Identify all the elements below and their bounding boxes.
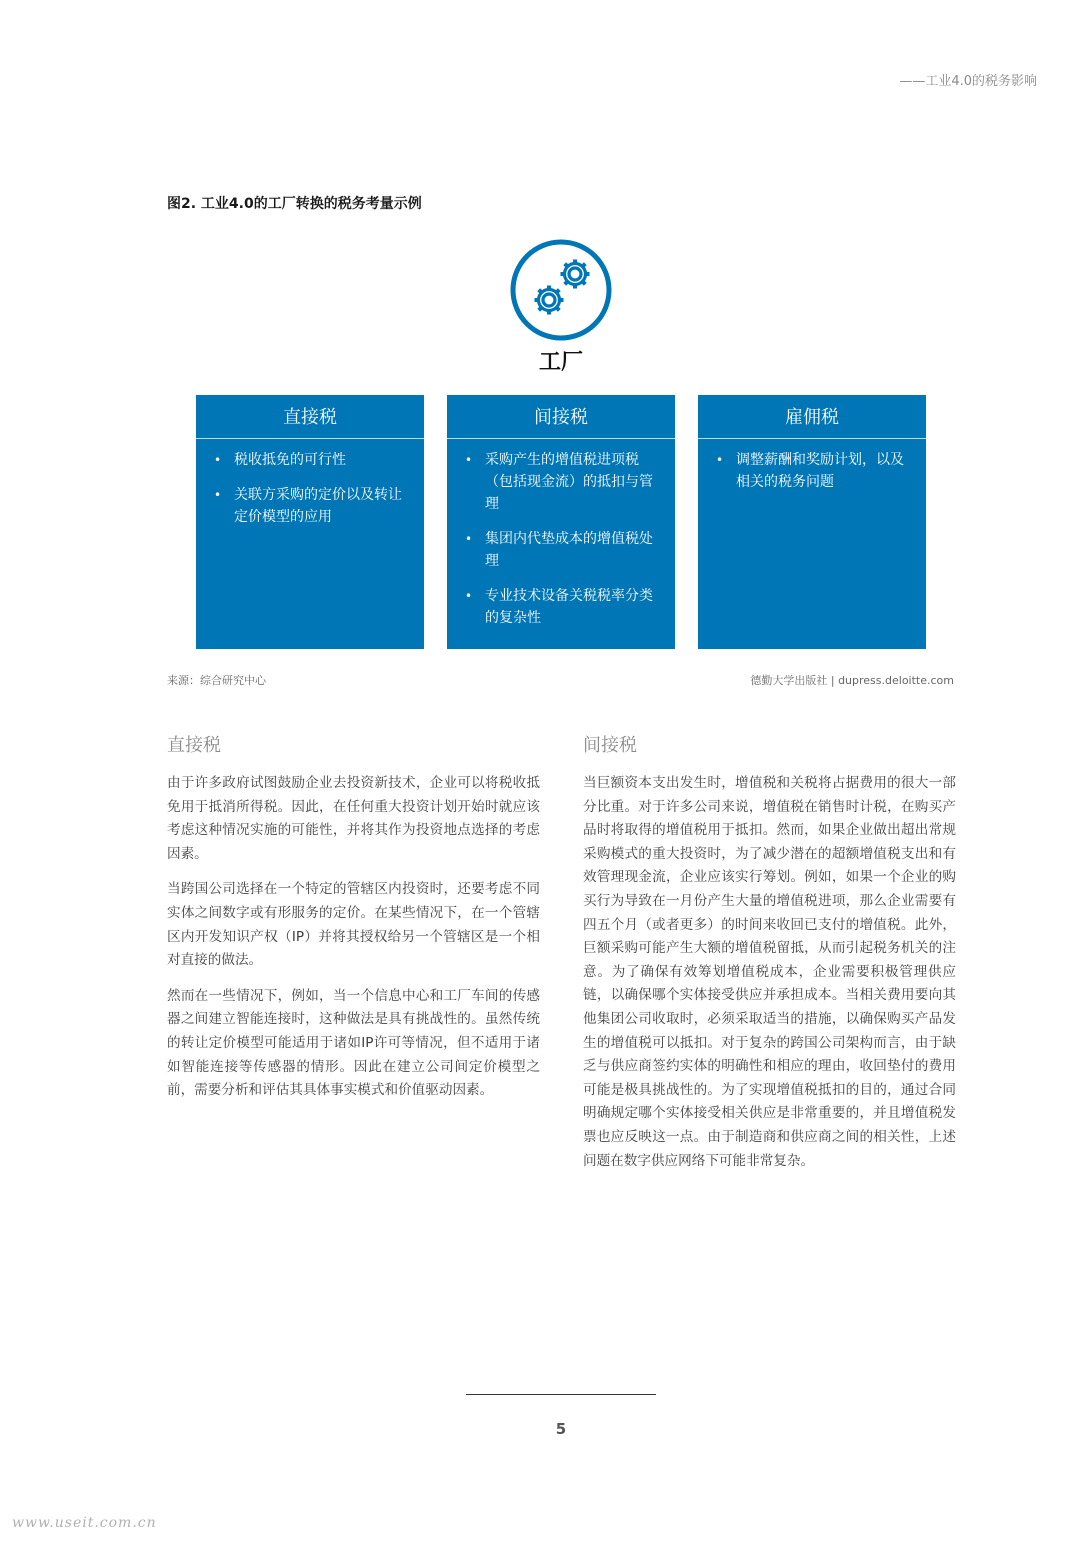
list-item <box>465 528 661 572</box>
figure-source: 来源：综合研究中心 <box>167 674 266 687</box>
box-heading: 直接税 <box>196 395 424 439</box>
factory-label: 工厂 <box>538 350 583 375</box>
bullet-icon: • <box>465 453 473 467</box>
footer-divider <box>466 1394 656 1395</box>
bullet-icon: • <box>214 488 222 502</box>
list-item-text: 集团内代垫成本的增值税处理 <box>485 531 653 569</box>
right-column-body <box>583 772 956 1185</box>
paragraph: 当跨国公司选择在一个特定的管辖区内投资时，还要考虑不同实体之间数字或有形服务的定价。在某些情况下，在一个管辖区内开发知识产权（IP）并将其授权给另一个管辖区是一个相对直接的做法。 <box>167 881 540 969</box>
list-item-text: 专业技术设备关税税率分类的复杂性 <box>485 588 653 626</box>
paragraph: 然而在一些情况下，例如，当一个信息中心和工厂车间的传感器之间建立智能连接时，这种做法是具有挑战性的。虽然传统的转让定价模型可能适用于诸如IP许可等情况，但不适用于诸如智能连接等传感器的情形。因此在建立公司间定价模型之前，需要分析和评估其具体事实模式和价值驱动因素。 <box>167 987 540 1099</box>
figure-title: 图2. 工业4.0的工厂转换的税务考量示例 <box>167 196 422 212</box>
employment-tax-box <box>698 395 926 649</box>
figure-publisher: 德勤大学出版社 | dupress.deloitte.com <box>750 674 954 687</box>
list-item <box>214 484 410 528</box>
box-list <box>698 439 926 493</box>
watermark: www.useit.com.cn <box>12 1515 157 1531</box>
paragraph: 由于许多政府试图鼓励企业去投资新技术，企业可以将税收抵免用于抵消所得税。因此，在任何重大投资计划开始时就应该考虑这种情况实施的可能性，并将其作为投资地点选择的考虑因素。 <box>167 775 540 862</box>
list-item-text: 税收抵免的可行性 <box>234 452 346 468</box>
left-column-body <box>167 772 540 1115</box>
list-item-text: 采购产生的增值税进项税（包括现金流）的抵扣与管理 <box>485 452 653 512</box>
direct-tax-box <box>196 395 424 649</box>
bullet-icon: • <box>465 589 473 603</box>
list-item-text: 关联方采购的定价以及转让定价模型的应用 <box>234 487 402 525</box>
indirect-tax-box <box>447 395 675 649</box>
right-section-heading: 间接税 <box>583 735 637 756</box>
list-item <box>465 449 661 515</box>
box-list <box>196 439 424 528</box>
page-number: 5 <box>555 1420 567 1438</box>
bullet-icon: • <box>214 453 222 467</box>
list-item <box>716 449 912 493</box>
list-item <box>465 585 661 629</box>
list-item-text: 调整薪酬和奖励计划，以及相关的税务问题 <box>736 452 904 490</box>
running-header: ——工业4.0的税务影响 <box>899 74 1037 89</box>
bullet-icon: • <box>716 453 724 467</box>
box-heading: 雇佣税 <box>698 395 926 439</box>
list-item <box>214 449 410 471</box>
bullet-icon: • <box>465 532 473 546</box>
gears-icon <box>509 238 613 342</box>
left-section-heading: 直接税 <box>167 735 221 756</box>
paragraph: 当巨额资本支出发生时，增值税和关税将占据费用的很大一部分比重。对于许多公司来说，增值税在销售时计税，在购买产品时将取得的增值税用于抵扣。然而，如果企业做出超出常规采购模式的重大投资时，为了减少潜在的超额增值税支出和有效管理现金流，企业应该实行筹划。例如，如果一个企业的购买行为导致在一月份产生大量的增值税进项，那么企业需要有四五个月（或者更多）的时间来收回已支付的增值税。此外，巨额采购可能产生大额的增值税留抵，从而引起税务机关的注意。为了确保有效筹划增值税成本，企业需要积极管理供应链，以确保哪个实体接受供应并承担成本。当相关费用要向其他集团公司收取时，必须采取适当的措施，以确保购买产品发生的增值税可以抵扣。对于复杂的跨国公司架构而言，由于缺乏与供应商签约实体的明确性和相应的理由，收回垫付的费用可能是极具挑战性的。为了实现增值税抵扣的目的，通过合同明确规定哪个实体接受相关供应是非常重要的，并且增值税发票也应反映这一点。由于制造商和供应商之间的相关性，上述问题在数字供应网络下可能非常复杂。 <box>583 775 956 1169</box>
box-list <box>447 439 675 629</box>
box-heading: 间接税 <box>447 395 675 439</box>
